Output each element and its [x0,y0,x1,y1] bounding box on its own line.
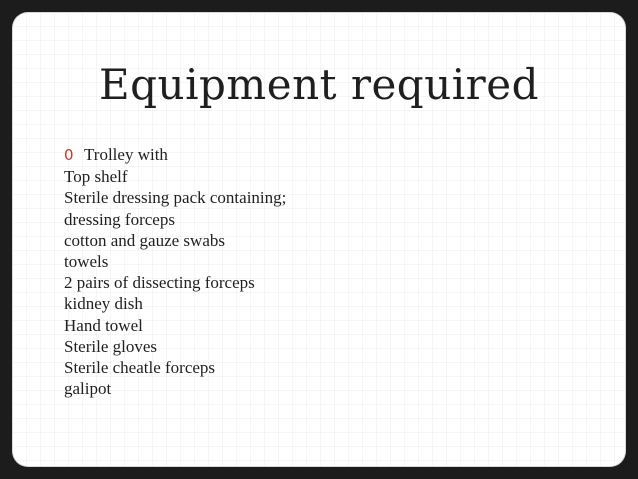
slide-title: Equipment required [99,60,539,109]
list-line: Sterile dressing pack containing; [64,188,287,208]
list-line: Sterile gloves [64,336,158,356]
list-line: cotton and gauze swabs [64,230,225,250]
list-line: kidney dish [64,294,143,314]
list-line: 2 pairs of dissecting forceps [64,273,255,293]
bullet-item [64,144,584,166]
bullet-text: Trolley with [84,145,168,164]
list-line: Sterile cheatle forceps [64,358,216,378]
list-line: galipot [64,379,112,399]
list-line: Top shelf [64,167,128,187]
list-line: towels [64,252,109,272]
slide [12,12,626,467]
slide-body [64,144,584,399]
list-line: Hand towel [64,315,143,335]
bullet-marker: 0 [64,146,74,164]
list-line: dressing forceps [64,209,175,229]
